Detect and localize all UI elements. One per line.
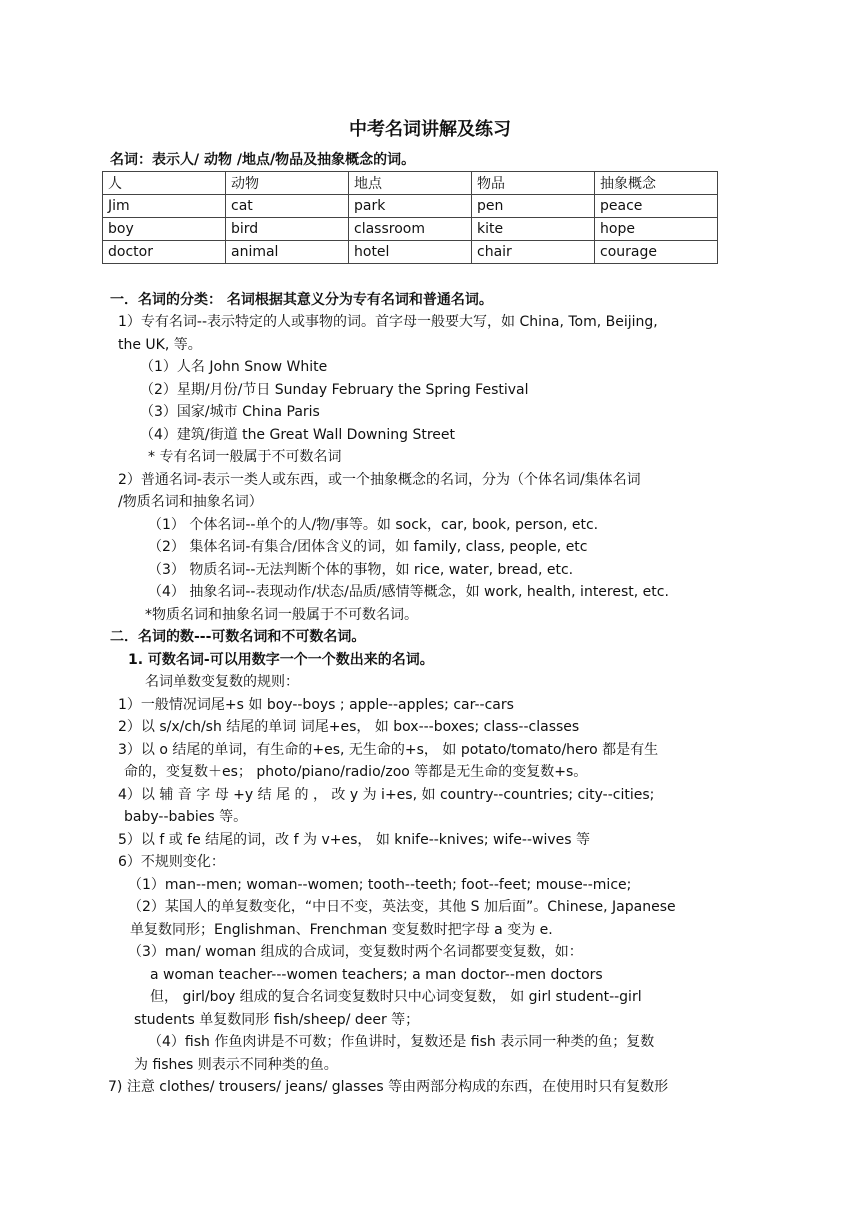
text-line: 1）一般情况词尾+s 如 boy--boys ; apple--apples; car--cars xyxy=(118,697,514,713)
table-header-cell: 地点 xyxy=(349,172,472,195)
table-header-cell: 抽象概念 xyxy=(595,172,718,195)
table-cell: boy xyxy=(103,218,226,241)
table-header-cell: 人 xyxy=(103,172,226,195)
text-line: 7) 注意 clothes/ trousers/ jeans/ glasses 等由两部分构成的东西，在使用时只有复数形 xyxy=(108,1079,669,1095)
table-row xyxy=(103,195,718,218)
page-title: 中考名词讲解及练习 xyxy=(349,119,511,140)
text-line: 4）以 辅 音 字 母 +y 结 尾 的 ， 改 y 为 i+es, 如 country--countries; city--cities; xyxy=(118,787,655,803)
text-line: 但， girl/boy 组成的复合名词变复数时只中心词变复数， 如 girl student--girl xyxy=(150,989,642,1005)
table-cell: animal xyxy=(226,241,349,264)
table-cell: hope xyxy=(595,218,718,241)
definition-line: 名词：表示人/ 动物 /地点/物品及抽象概念的词。 xyxy=(110,152,416,168)
table-cell: Jim xyxy=(103,195,226,218)
text-line: （1）人名 John Snow White xyxy=(140,359,328,375)
text-line: 命的，变复数＋es； photo/piano/radio/zoo 等都是无生命的变复数+s。 xyxy=(124,764,588,780)
table-cell: hotel xyxy=(349,241,472,264)
text-line: （1）man--men; woman--women; tooth--teeth; foot--feet; mouse--mice; xyxy=(128,877,632,893)
text-line: 1）专有名词--表示特定的人或事物的词。首字母一般要大写，如 China, Tom, Beijing, xyxy=(118,314,658,330)
text-line: （3） 物质名词--无法判断个体的事物，如 rice, water, bread, etc. xyxy=(148,562,574,578)
text-line: （4） 抽象名词--表现动作/状态/品质/感情等概念，如 work, health, interest, etc. xyxy=(148,584,669,600)
section-heading: 二．名词的数---可数名词和不可数名词。 xyxy=(110,629,366,645)
text-line: students 单复数同形 fish/sheep/ deer 等； xyxy=(134,1012,420,1028)
table-cell: chair xyxy=(472,241,595,264)
text-line: 名词单数变复数的规则： xyxy=(145,674,299,690)
table-cell: park xyxy=(349,195,472,218)
table-cell: bird xyxy=(226,218,349,241)
text-line: （2）星期/月份/节日 Sunday February the Spring Festival xyxy=(140,382,529,398)
text-line: （1） 个体名词--单个的人/物/事等。如 sock，car, book, person, etc. xyxy=(148,517,599,533)
text-line: （3）man/ woman 组成的合成词，变复数时两个名词都要变复数，如： xyxy=(128,944,583,960)
text-line: （3）国家/城市 China Paris xyxy=(140,404,320,420)
table-row xyxy=(103,218,718,241)
text-line: * 专有名词一般属于不可数名词 xyxy=(148,449,342,465)
section-heading: 一．名词的分类： 名词根据其意义分为专有名词和普通名词。 xyxy=(110,292,493,308)
table-header-cell: 动物 xyxy=(226,172,349,195)
text-line: 2）普通名词-表示一类人或东西，或一个抽象概念的名词，分为（个体名词/集体名词 xyxy=(118,472,641,488)
text-line: 2）以 s/x/ch/sh 结尾的单词 词尾+es， 如 box---boxes; class--classes xyxy=(118,719,580,735)
table-cell: doctor xyxy=(103,241,226,264)
text-line: （4）fish 作鱼肉讲是不可数；作鱼讲时，复数还是 fish 表示同一种类的鱼；复数 xyxy=(148,1034,655,1050)
text-line: 3）以 o 结尾的单词，有生命的+es, 无生命的+s， 如 potato/tomato/hero 都是有生 xyxy=(118,742,659,758)
text-line: （2） 集体名词-有集合/团体含义的词，如 family, class, people, etc xyxy=(148,539,588,555)
text-line: *物质名词和抽象名词一般属于不可数名词。 xyxy=(145,607,418,623)
table-cell: peace xyxy=(595,195,718,218)
text-line: the UK, 等。 xyxy=(118,337,202,353)
text-line: 6）不规则变化： xyxy=(118,854,225,870)
text-line: 为 fishes 则表示不同种类的鱼。 xyxy=(134,1057,338,1073)
noun-category-table xyxy=(102,171,718,264)
subsection-heading: 1. 可数名词-可以用数字一个一个数出来的名词。 xyxy=(128,652,434,668)
text-line: a woman teacher---women teachers; a man doctor--men doctors xyxy=(150,967,603,983)
table-header-cell: 物品 xyxy=(472,172,595,195)
text-line: （2）某国人的单复数变化，“中日不变，英法变，其他 S 加后面”。Chinese, Japanese xyxy=(128,899,676,915)
text-line: /物质名词和抽象名词） xyxy=(118,494,263,510)
table-cell: cat xyxy=(226,195,349,218)
text-line: 单复数同形；Englishman、Frenchman 变复数时把字母 a 变为 e. xyxy=(130,922,553,938)
text-line: 5）以 f 或 fe 结尾的词，改 f 为 v+es， 如 knife--knives; wife--wives 等 xyxy=(118,832,590,848)
table-row xyxy=(103,241,718,264)
table-header-row xyxy=(103,172,718,195)
table-cell: kite xyxy=(472,218,595,241)
text-line: （4）建筑/街道 the Great Wall Downing Street xyxy=(140,427,455,443)
text-line: baby--babies 等。 xyxy=(124,809,248,825)
table-cell: classroom xyxy=(349,218,472,241)
table-cell: courage xyxy=(595,241,718,264)
table-cell: pen xyxy=(472,195,595,218)
